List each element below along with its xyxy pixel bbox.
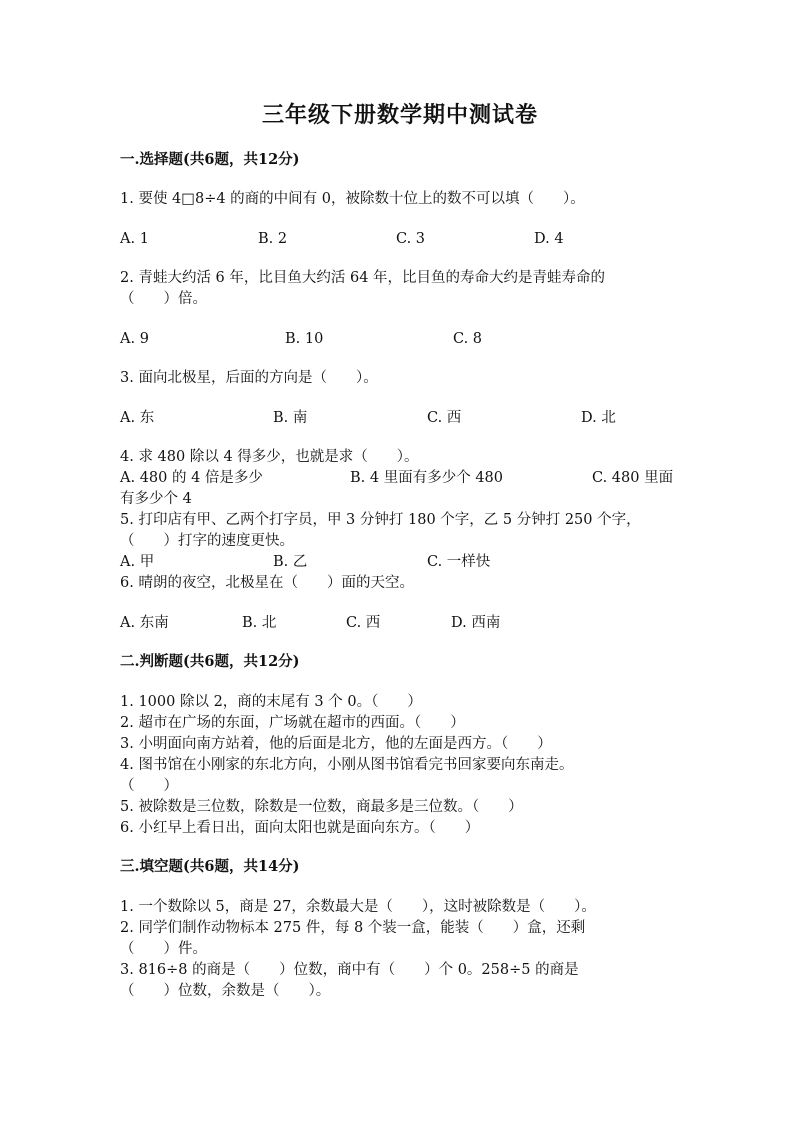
q1-option-b: B. 2 — [258, 231, 288, 247]
question-5-line-2: （ ）打字的速度更快。 — [120, 533, 294, 549]
question-5-line-1: 5. 打印店有甲、乙两个打字员，甲 3 分钟打 180 个字，乙 5 分钟打 250 个字， — [120, 512, 641, 528]
q4-option-c-wrap: 有多少个 4 — [120, 491, 192, 507]
q6-option-a: A. 东南 — [120, 615, 169, 631]
section-heading-choice: 一.选择题(共6题，共12分) — [120, 151, 300, 168]
q5-option-c: C. 一样快 — [427, 554, 491, 570]
q2-option-a: A. 9 — [120, 331, 149, 347]
judgement-item-5: 5. 被除数是三位数，除数是一位数，商最多是三位数。（ ） — [120, 799, 523, 815]
q2-option-b: B. 10 — [285, 331, 324, 347]
q4-option-c: C. 480 里面 — [592, 470, 674, 486]
fill-item-2: 2. 同学们制作动物标本 275 件，每 8 个装一盒，能装（ ）盒，还剩 — [120, 920, 586, 936]
judgement-item-1: 1. 1000 除以 2，商的末尾有 3 个 0。（ ） — [120, 694, 422, 710]
q3-option-b: B. 南 — [273, 410, 308, 426]
q5-option-a: A. 甲 — [120, 554, 155, 570]
question-4: 4. 求 480 除以 4 得多少，也就是求（ ）。 — [120, 449, 419, 465]
page-title: 三年级下册数学期中测试卷 — [261, 102, 538, 128]
q6-option-b: B. 北 — [242, 615, 277, 631]
fill-item-3: 3. 816÷8 的商是（ ）位数，商中有（ ）个 0。258÷5 的商是 — [120, 962, 579, 978]
fill-item-2-wrap: （ ）件。 — [120, 941, 207, 957]
section-heading-fill: 三.填空题(共6题，共14分) — [120, 858, 300, 875]
fill-item-1: 1. 一个数除以 5，商是 27，余数最大是（ ），这时被除数是（ ）。 — [120, 899, 596, 915]
q4-option-a: A. 480 的 4 倍是多少 — [120, 470, 263, 486]
q1-option-d: D. 4 — [534, 231, 564, 247]
judgement-item-4-wrap: （ ） — [120, 778, 178, 794]
judgement-item-4: 4. 图书馆在小刚家的东北方向，小刚从图书馆看完书回家要向东南走。 — [120, 757, 574, 773]
q6-option-d: D. 西南 — [451, 615, 501, 631]
q3-option-a: A. 东 — [120, 410, 155, 426]
q3-option-c: C. 西 — [427, 410, 462, 426]
q2-option-c: C. 8 — [453, 331, 483, 347]
q1-option-c: C. 3 — [396, 231, 426, 247]
q1-option-a: A. 1 — [120, 231, 149, 247]
question-2-line-1: 2. 青蛙大约活 6 年，比目鱼大约活 64 年，比目鱼的寿命大约是青蛙寿命的 — [120, 270, 606, 286]
question-2-line-2: （ ）倍。 — [120, 291, 207, 307]
section-heading-judgement: 二.判断题(共6题，共12分) — [120, 653, 300, 670]
question-6: 6. 晴朗的夜空，北极星在（ ）面的天空。 — [120, 575, 414, 591]
question-3: 3. 面向北极星，后面的方向是（ ）。 — [120, 370, 378, 386]
question-1: 1. 要使 4□8÷4 的商的中间有 0，被除数十位上的数不可以填（ ）。 — [120, 191, 585, 207]
q5-option-b: B. 乙 — [273, 554, 308, 570]
q4-option-b: B. 4 里面有多少个 480 — [350, 470, 503, 486]
fill-item-3-wrap: （ ）位数，余数是（ ）。 — [120, 983, 331, 999]
judgement-item-2: 2. 超市在广场的东面，广场就在超市的西面。（ ） — [120, 715, 465, 731]
judgement-item-6: 6. 小红早上看日出，面向太阳也就是面向东方。（ ） — [120, 820, 480, 836]
judgement-item-3: 3. 小明面向南方站着，他的后面是北方，他的左面是西方。（ ） — [120, 736, 552, 752]
q3-option-d: D. 北 — [581, 410, 616, 426]
q6-option-c: C. 西 — [346, 615, 381, 631]
